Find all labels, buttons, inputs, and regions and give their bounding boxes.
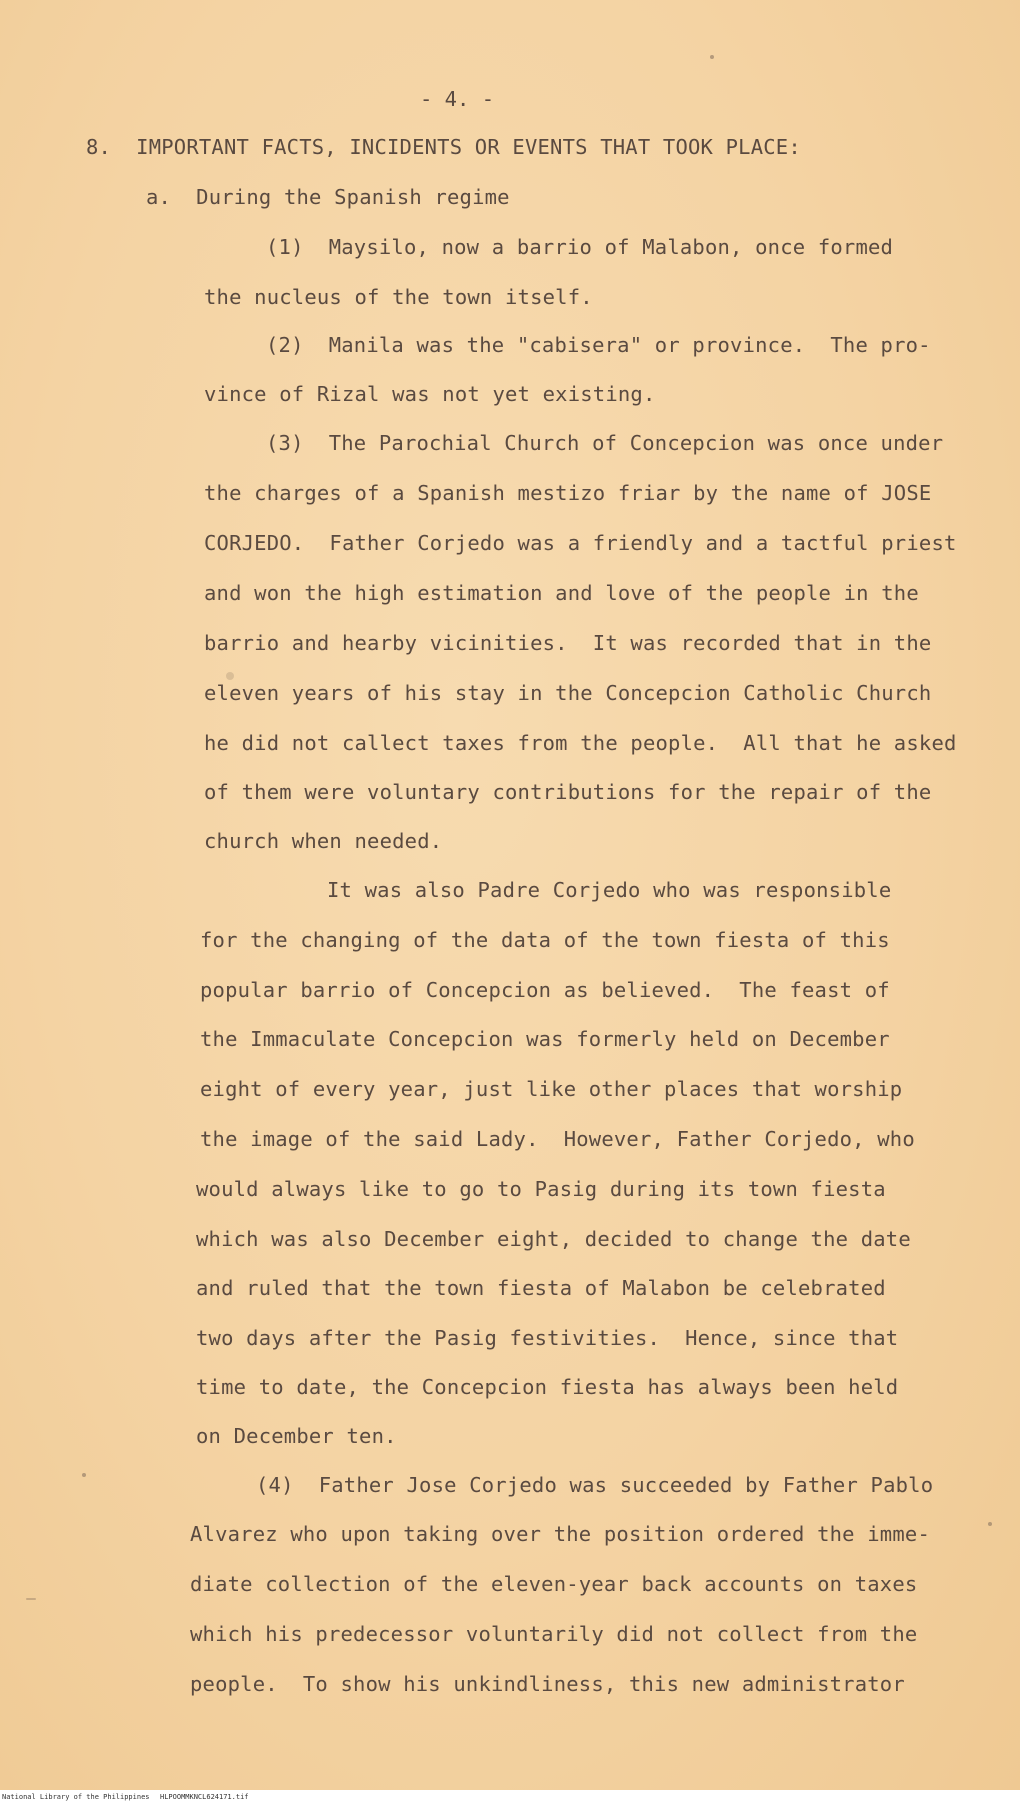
paper-speck (710, 55, 714, 59)
paper-speck (82, 1473, 86, 1477)
text-line: the image of the said Lady. However, Father Corjedo, who (200, 1127, 915, 1151)
text-line: barrio and hearby vicinities. It was recorded that in the (204, 631, 932, 655)
text-line: vince of Rizal was not yet existing. (204, 382, 656, 406)
scan-footer (0, 1790, 1020, 1808)
text-line: It was also Padre Corjedo who was responsible (327, 878, 892, 902)
text-line: on December ten. (196, 1424, 397, 1448)
text-line: church when needed. (204, 829, 443, 853)
text-line: and won the high estimation and love of the people in the (204, 581, 919, 605)
text-line: CORJEDO. Father Corjedo was a friendly and a tactful priest (204, 531, 957, 555)
text-line: (3) The Parochial Church of Concepcion was once under (266, 431, 944, 455)
text-line: popular barrio of Concepcion as believed. The feast of (200, 978, 890, 1002)
subsection-heading: a. During the Spanish regime (146, 185, 510, 209)
text-line: eleven years of his stay in the Concepcion Catholic Church (204, 681, 932, 705)
text-line: time to date, the Concepcion fiesta has always been held (196, 1375, 899, 1399)
text-line: would always like to go to Pasig during its town fiesta (196, 1177, 886, 1201)
paper-speck (226, 672, 234, 680)
text-line: (4) Father Jose Corjedo was succeeded by Father Pablo (256, 1473, 934, 1497)
text-line: and ruled that the town fiesta of Malabon be celebrated (196, 1276, 886, 1300)
text-line: diate collection of the eleven-year back accounts on taxes (190, 1572, 918, 1596)
text-line: (2) Manila was the "cabisera" or province. The pro- (266, 333, 931, 357)
section-heading: 8. IMPORTANT FACTS, INCIDENTS OR EVENTS THAT TOOK PLACE: (86, 135, 801, 159)
text-line: for the changing of the data of the town fiesta of this (200, 928, 890, 952)
text-line: Alvarez who upon taking over the position ordered the imme- (190, 1522, 930, 1546)
text-line: (1) Maysilo, now a barrio of Malabon, once formed (266, 235, 894, 259)
text-line: he did not callect taxes from the people. All that he asked (204, 731, 957, 755)
text-line: the charges of a Spanish mestizo friar by the name of JOSE (204, 481, 932, 505)
text-line: the Immaculate Concepcion was formerly held on December (200, 1027, 890, 1051)
footer-library-name: National Library of the Philippines (2, 1793, 150, 1801)
footer-filename: HLPOOMMKNCL624171.tif (160, 1793, 249, 1801)
text-line: the nucleus of the town itself. (204, 285, 593, 309)
text-line: people. To show his unkindliness, this new administrator (190, 1672, 905, 1696)
page-number: - 4. - (420, 87, 495, 111)
text-line: eight of every year, just like other places that worship (200, 1077, 903, 1101)
paper-speck (26, 1598, 36, 1600)
paper-speck (988, 1522, 992, 1526)
text-line: which his predecessor voluntarily did not collect from the (190, 1622, 918, 1646)
text-line: of them were voluntary contributions for the repair of the (204, 780, 932, 804)
text-line: two days after the Pasig festivities. Hence, since that (196, 1326, 899, 1350)
text-line: which was also December eight, decided to change the date (196, 1227, 911, 1251)
